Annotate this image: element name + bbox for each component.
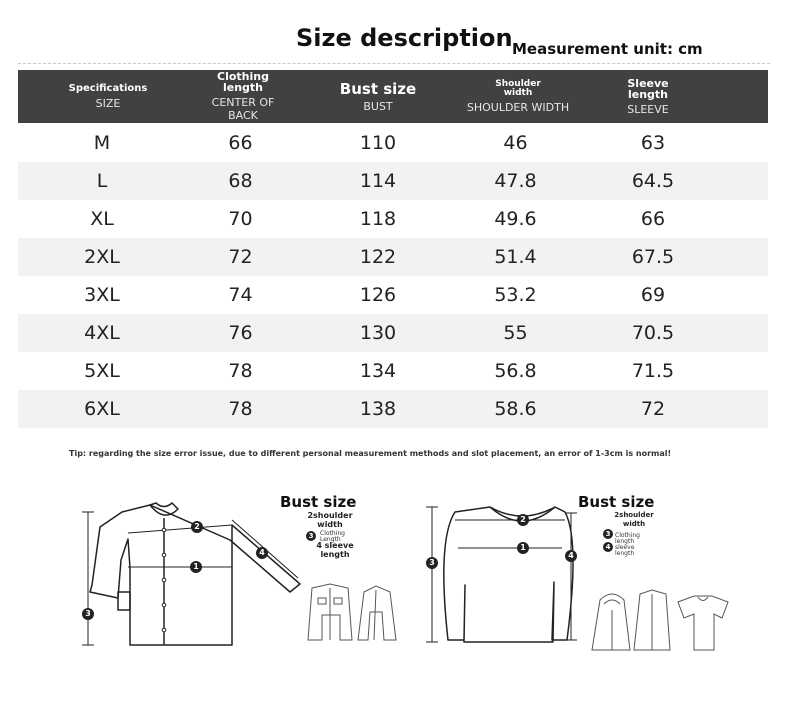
cell-shoulder: 47.8 bbox=[494, 170, 537, 192]
cell-shoulder: 49.6 bbox=[494, 208, 537, 230]
cell-size: XL bbox=[90, 208, 114, 230]
right-legend-marker-3: 3 bbox=[603, 529, 613, 539]
left-legend-sleeve: 4 sleeve length bbox=[316, 541, 354, 559]
marker-length: 3 bbox=[82, 608, 94, 620]
hoodie-cardigan-tshirt-thumbnails bbox=[592, 590, 728, 650]
header-size: Specifications SIZE bbox=[68, 83, 148, 110]
cell-bust: 118 bbox=[359, 208, 397, 230]
cell-sleeve: 70.5 bbox=[631, 322, 675, 344]
marker-bust: 1 bbox=[517, 542, 529, 554]
cell-size: M bbox=[93, 132, 111, 154]
cell-bust: 130 bbox=[359, 322, 397, 344]
cell-shoulder: 56.8 bbox=[494, 360, 537, 382]
header-bust-size: Bust size BUST bbox=[339, 79, 417, 113]
cell-bust: 114 bbox=[359, 170, 397, 192]
cell-sleeve: 64.5 bbox=[631, 170, 675, 192]
marker-shoulder: 2 bbox=[191, 521, 203, 533]
jacket-thumbnails bbox=[308, 584, 396, 640]
right-legend-clothing: Clothing length sleeve length bbox=[615, 532, 640, 557]
marker-sleeve: 4 bbox=[256, 547, 268, 559]
cell-clothing-length: 66 bbox=[228, 132, 253, 154]
cell-clothing-length: 72 bbox=[228, 246, 253, 268]
right-legend-title: Bust size bbox=[578, 493, 655, 511]
page-title: Size description bbox=[296, 24, 513, 52]
cell-shoulder: 58.6 bbox=[494, 398, 537, 420]
marker-length: 3 bbox=[426, 557, 438, 569]
cell-size: 2XL bbox=[84, 246, 120, 268]
left-legend-marker-3: 3 bbox=[306, 531, 316, 541]
left-legend-title: Bust size bbox=[280, 493, 357, 511]
cell-clothing-length: 78 bbox=[228, 398, 253, 420]
header-sleeve-length: Sleeve length SLEEVE bbox=[627, 76, 669, 116]
cell-size: L bbox=[96, 170, 108, 192]
cell-sleeve: 69 bbox=[640, 284, 666, 306]
cell-size: 4XL bbox=[84, 322, 120, 344]
right-legend-marker-4: 4 bbox=[603, 542, 613, 552]
cell-size: 6XL bbox=[84, 398, 120, 420]
cell-sleeve: 63 bbox=[640, 132, 666, 154]
cell-bust: 138 bbox=[359, 398, 397, 420]
cell-sleeve: 67.5 bbox=[631, 246, 675, 268]
measurement-unit-label: Measurement unit: cm bbox=[512, 40, 703, 58]
cell-clothing-length: 74 bbox=[228, 284, 253, 306]
marker-sleeve: 4 bbox=[565, 550, 577, 562]
cell-size: 3XL bbox=[84, 284, 120, 306]
cell-clothing-length: 76 bbox=[228, 322, 253, 344]
cell-bust: 110 bbox=[359, 132, 397, 154]
cell-bust: 134 bbox=[359, 360, 397, 382]
sweater-outline bbox=[444, 507, 573, 642]
cell-size: 5XL bbox=[84, 360, 120, 382]
header-shoulder-width: Shoulder width SHOULDER WIDTH bbox=[466, 78, 570, 114]
cell-sleeve: 66 bbox=[640, 208, 666, 230]
cell-shoulder: 53.2 bbox=[494, 284, 537, 306]
cell-bust: 126 bbox=[359, 284, 397, 306]
marker-shoulder: 2 bbox=[517, 514, 529, 526]
left-legend-shoulder: 2shoulder width bbox=[307, 511, 353, 529]
right-legend-shoulder: 2shoulder width bbox=[614, 511, 654, 528]
size-tip: Tip: regarding the size error issue, due to different personal measurement methods and slot placement, an error of 1-3cm is normal! bbox=[69, 449, 672, 458]
cell-clothing-length: 78 bbox=[228, 360, 253, 382]
cell-bust: 122 bbox=[359, 246, 397, 268]
cell-clothing-length: 70 bbox=[228, 208, 253, 230]
cell-sleeve: 71.5 bbox=[631, 360, 675, 382]
cell-sleeve: 72 bbox=[640, 398, 666, 420]
cell-shoulder: 55 bbox=[503, 322, 528, 344]
cell-shoulder: 51.4 bbox=[494, 246, 537, 268]
left-legend-clothing: Clothing Length bbox=[320, 530, 345, 543]
marker-bust: 1 bbox=[190, 561, 202, 573]
cell-clothing-length: 68 bbox=[228, 170, 253, 192]
cell-shoulder: 46 bbox=[503, 132, 528, 154]
header-clothing-length: Clothing length CENTER OF BACK bbox=[211, 70, 275, 122]
